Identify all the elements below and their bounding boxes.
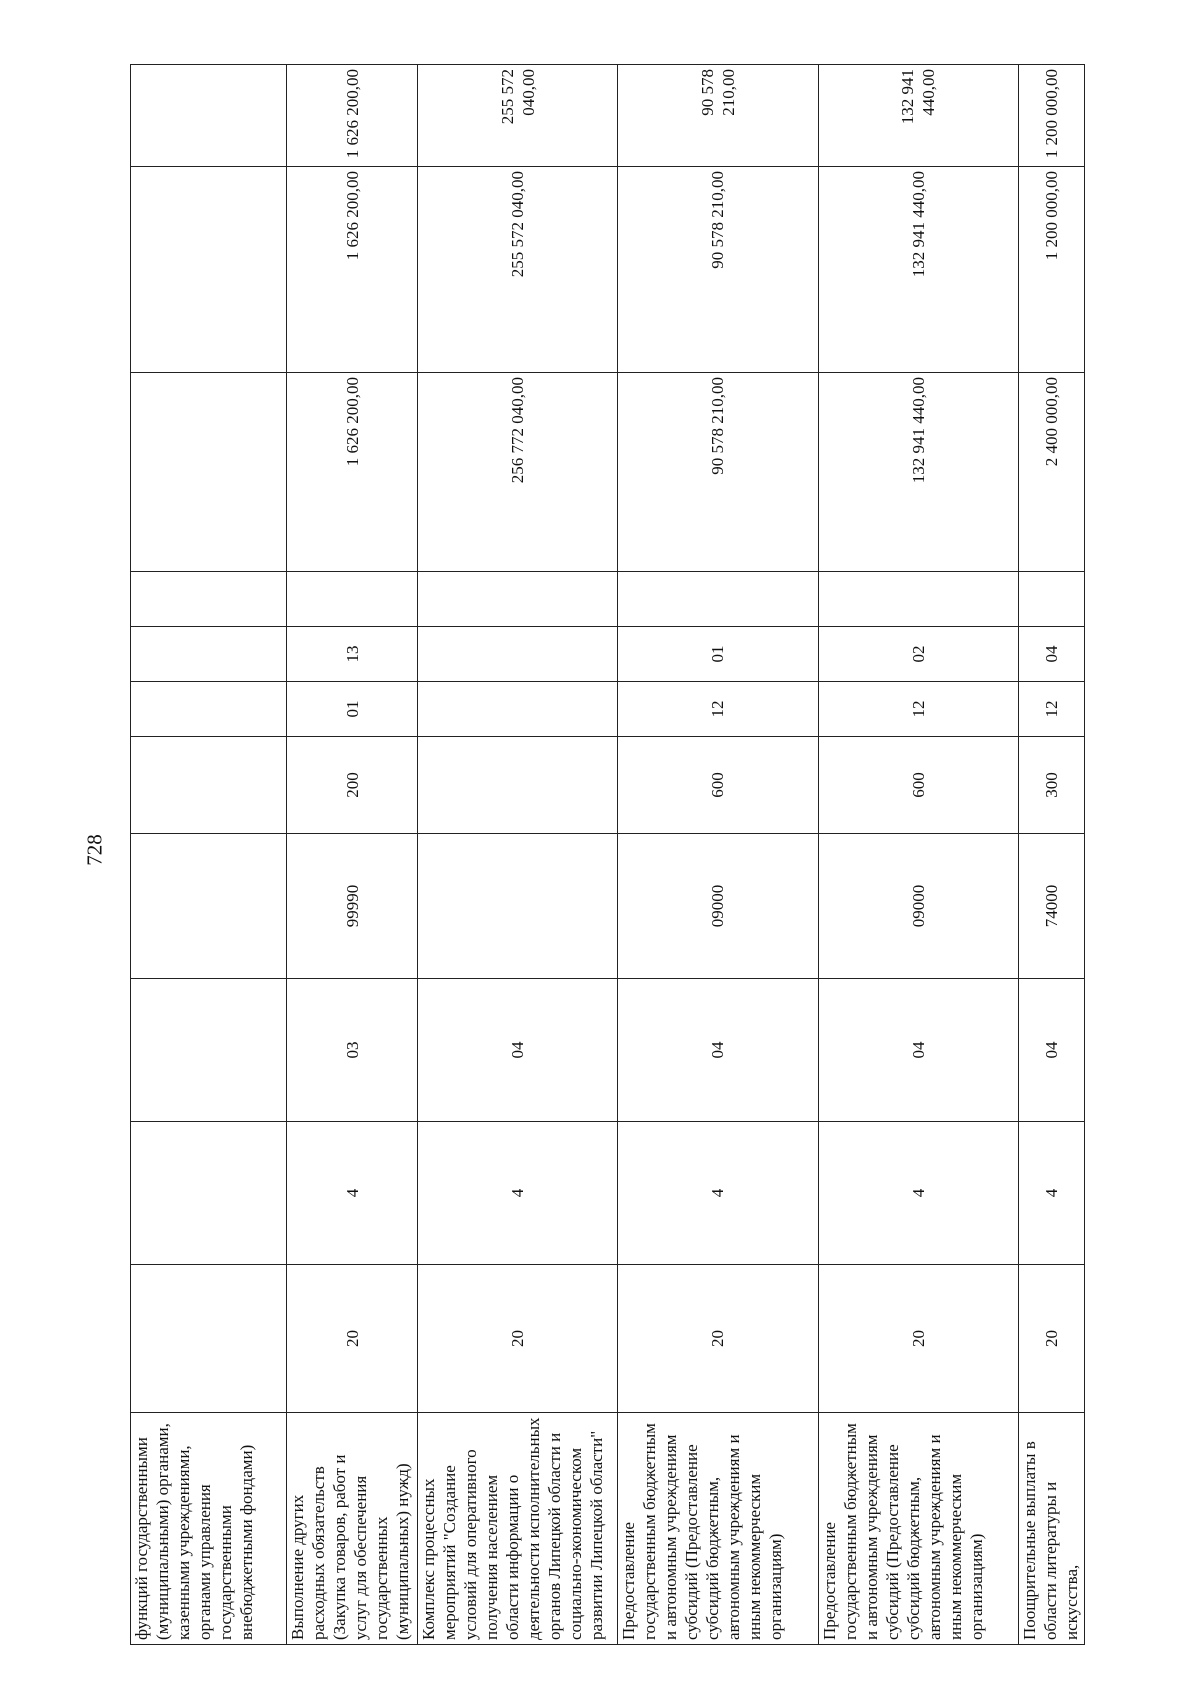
program-code-cell: 4 [1019,1122,1085,1265]
amount-year-2-cell: 255 572 040,00 [417,167,617,373]
table-row [287,65,418,1645]
amount-year-1-cell: 132 941 440,00 [818,373,1018,572]
budget-table [130,64,1085,1645]
table-row [417,65,617,1645]
subsection-cell: 13 [287,627,418,682]
amount-year-1-cell: 2 400 000,00 [1019,373,1085,572]
subsection-cell: 04 [1019,627,1085,682]
amount-year-2-cell: 90 578 210,00 [618,167,818,373]
admin-code-cell: 20 [417,1265,617,1413]
program-code-cell: 4 [417,1122,617,1265]
admin-code-cell: 20 [287,1265,418,1413]
expense-type-cell [131,737,287,834]
program-code-cell: 4 [287,1122,418,1265]
amount-year-2-cell: 1 200 000,00 [1019,167,1085,373]
direction-code-cell: 74000 [1019,834,1085,979]
expense-name-cell: Выполнение других расходных обязательств (Закупка товаров, работ и услуг для обеспечения государственных (муниципальных) нужд) [287,1413,418,1645]
admin-code-cell: 20 [1019,1265,1085,1413]
table-row [618,65,818,1645]
admin-code-cell: 20 [818,1265,1018,1413]
subprogram-code-cell [131,979,287,1122]
amount-year-1-cell: 256 772 040,00 [417,373,617,572]
expense-type-cell [417,737,617,834]
amount-year-3-cell: 1 626 200,00 [287,65,418,167]
subprogram-code-cell: 04 [618,979,818,1122]
amount-year-2-cell: 1 626 200,00 [287,167,418,373]
direction-code-cell [131,834,287,979]
section-cell [131,682,287,737]
empty-code-cell [818,572,1018,627]
subprogram-code-cell: 04 [417,979,617,1122]
expense-name-cell: функций государственными (муниципальными) органами, казенными учреждениями, органами управления государственными внебюджетными фондами) [131,1413,287,1645]
direction-code-cell [417,834,617,979]
expense-type-cell: 300 [1019,737,1085,834]
amount-year-3-cell: 132 941 440,00 [818,65,1018,167]
amount-year-3-cell: 1 200 000,00 [1019,65,1085,167]
direction-code-cell: 09000 [618,834,818,979]
amount-year-2-cell [131,167,287,373]
expense-name-cell: Поощрительные выплаты в области литературы и искусства, [1019,1413,1085,1645]
expense-name-cell: Предоставление государственным бюджетным и автономным учреждениям субсидий (Предоставление субсидий бюджетным, автономным учреждениям и иным некоммерческим организациям) [618,1413,818,1645]
subsection-cell: 02 [818,627,1018,682]
empty-code-cell [1019,572,1085,627]
table-row [818,65,1018,1645]
expense-type-cell: 200 [287,737,418,834]
program-code-cell: 4 [818,1122,1018,1265]
amount-year-3-cell: 255 572 040,00 [417,65,617,167]
page-number: 728 [82,834,107,866]
program-code-cell: 4 [618,1122,818,1265]
empty-code-cell [131,572,287,627]
amount-year-3-cell [131,65,287,167]
amount-year-3-cell: 90 578 210,00 [618,65,818,167]
table-row [131,65,287,1645]
admin-code-cell [131,1265,287,1413]
amount-year-1-cell [131,373,287,572]
empty-code-cell [618,572,818,627]
table-row [1019,65,1085,1645]
table-body [131,65,1085,1645]
amount-year-1-cell: 90 578 210,00 [618,373,818,572]
subsection-cell: 01 [618,627,818,682]
section-cell [417,682,617,737]
expense-type-cell: 600 [618,737,818,834]
amount-year-2-cell: 132 941 440,00 [818,167,1018,373]
subsection-cell [417,627,617,682]
amount-year-1-cell: 1 626 200,00 [287,373,418,572]
expense-name-cell: Комплекс процессных мероприятий "Создание условий для оперативного получения населением области информации о деятельности исполнительных органов Липецкой области и социально-экономическом развитии Липецкой области" [417,1413,617,1645]
section-cell: 12 [1019,682,1085,737]
expense-name-cell: Предоставление государственным бюджетным и автономным учреждениям субсидий (Предоставление субсидий бюджетным, автономным учреждениям и иным некоммерческим организациям) [818,1413,1018,1645]
empty-code-cell [287,572,418,627]
rotated-table-wrapper [130,65,1085,1645]
section-cell: 12 [818,682,1018,737]
direction-code-cell: 09000 [818,834,1018,979]
admin-code-cell: 20 [618,1265,818,1413]
subprogram-code-cell: 04 [818,979,1018,1122]
section-cell: 01 [287,682,418,737]
empty-code-cell [417,572,617,627]
subprogram-code-cell: 03 [287,979,418,1122]
direction-code-cell: 99990 [287,834,418,979]
section-cell: 12 [618,682,818,737]
program-code-cell [131,1122,287,1265]
subprogram-code-cell: 04 [1019,979,1085,1122]
expense-type-cell: 600 [818,737,1018,834]
subsection-cell [131,627,287,682]
